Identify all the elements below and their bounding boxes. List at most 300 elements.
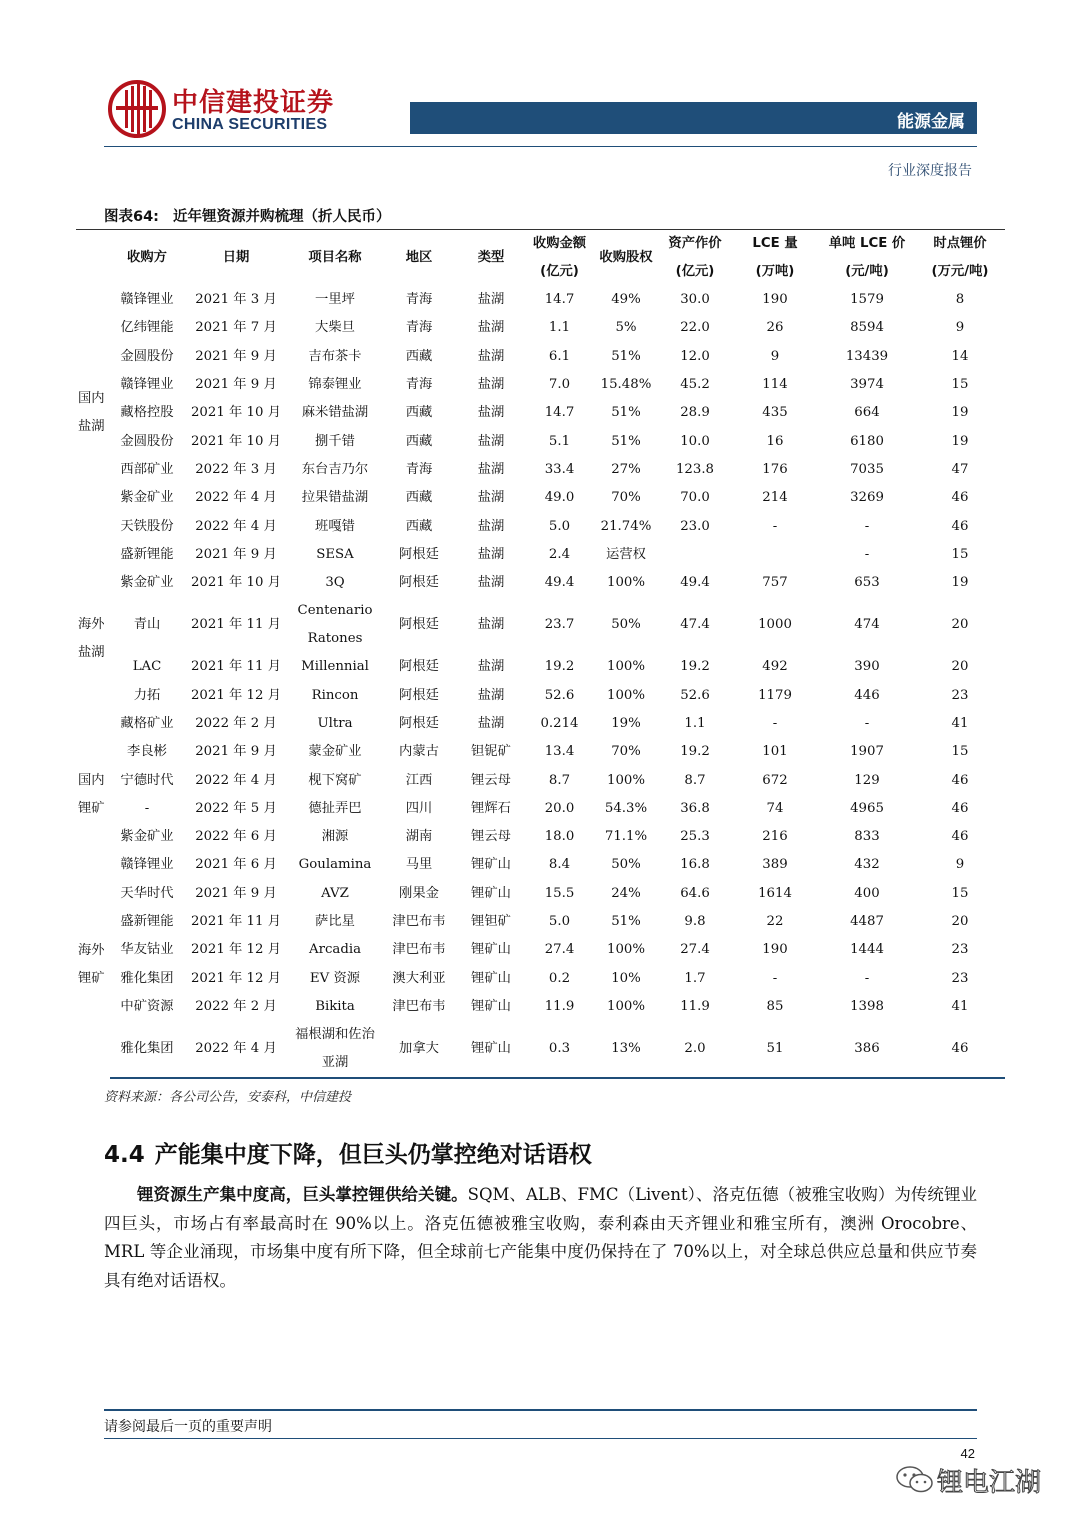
cell-region: 四川 — [405, 800, 433, 816]
group-overseas-ore-line2: 锂矿 — [78, 970, 105, 986]
cell-spot-price: 46 — [951, 772, 969, 788]
header-region: 地区 — [405, 250, 433, 265]
table-row — [76, 936, 1005, 964]
cell-project: 一里坪 — [315, 292, 355, 308]
cell-region: 阿根廷 — [399, 716, 439, 731]
cell-region: 阿根廷 — [399, 659, 439, 675]
header-spot-price — [915, 230, 1005, 287]
cell-spot-price: 20 — [951, 659, 969, 675]
table-row — [76, 908, 1005, 936]
table-row — [76, 795, 1005, 823]
cell-buyer: 藏格矿业 — [120, 716, 174, 731]
cell-date: 2021 年 12 月 — [190, 942, 282, 958]
header-amount-line2: (亿元) — [540, 264, 579, 279]
cell-project: 吉布茶卡 — [308, 348, 362, 364]
cell-date: 2022 年 5 月 — [195, 800, 277, 816]
cell-region: 青海 — [405, 320, 433, 336]
cell-region: 青海 — [405, 377, 433, 393]
cell-lce: 22 — [766, 914, 784, 930]
cell-unit-price: - — [864, 546, 870, 562]
cell-amount: 13.4 — [544, 744, 575, 760]
cell-amount: 0.2 — [548, 970, 571, 986]
cell-stake: 5% — [615, 320, 637, 336]
cell-region: 西藏 — [405, 348, 433, 364]
header-spot-line1: 时点锂价 — [933, 236, 987, 251]
cell-stake: 100% — [606, 998, 645, 1014]
cell-stake: 51% — [611, 405, 641, 421]
cell-lce: 492 — [762, 659, 788, 675]
cell-type: 盐湖 — [477, 716, 505, 731]
cell-date: 2021 年 9 月 — [195, 744, 277, 760]
cell-spot-price: 9 — [955, 857, 965, 873]
cell-buyer: 金圆股份 — [120, 348, 174, 364]
cell-asset-value: 47.4 — [680, 617, 710, 633]
cell-spot-price: 23 — [951, 687, 969, 703]
table-row — [76, 512, 1005, 540]
cell-type: 盐湖 — [477, 292, 505, 308]
cell-amount: 20.0 — [544, 800, 575, 816]
cell-lce: 9 — [770, 348, 780, 364]
cell-stake: 13% — [593, 1021, 659, 1078]
cell-unit-price: 7035 — [850, 461, 884, 477]
cell-date: 2022 年 2 月 — [195, 998, 277, 1014]
cell-region: 西藏 — [405, 405, 433, 421]
cell-project: Bikita — [315, 998, 355, 1014]
cell-lce: 1000 — [758, 617, 792, 633]
cell-amount: 19.2 — [544, 659, 575, 675]
cell-project: 班嘎错 — [315, 518, 355, 534]
cell-buyer: 赣锋锂业 — [120, 292, 174, 308]
cell-project-line2: 亚湖 — [321, 1055, 349, 1071]
cell-asset-value: 49.4 — [680, 575, 710, 591]
cell-buyer: 雅化集团 — [110, 1021, 184, 1078]
cell-asset-value: 11.9 — [680, 998, 710, 1014]
cell-lce: 190 — [762, 292, 788, 308]
table-row — [76, 682, 1005, 710]
cell-date: 2021 年 9 月 — [195, 377, 277, 393]
cell-asset-value: 22.0 — [680, 320, 710, 336]
cell-date: 2021 年 11 月 — [190, 659, 282, 675]
cell-lce: 757 — [762, 575, 788, 591]
header-type: 类型 — [477, 250, 505, 265]
cell-stake: 70% — [611, 744, 641, 760]
cell-buyer: 宁德时代 — [120, 772, 174, 788]
cell-date: 2021 年 10 月 — [190, 575, 282, 591]
group-overseas-ore — [76, 851, 110, 1078]
cell-asset-value: 25.3 — [680, 829, 710, 845]
page-number: 42 — [960, 1446, 975, 1461]
cell-amount: 5.0 — [548, 914, 571, 930]
cell-buyer: 雅化集团 — [120, 970, 174, 986]
cell-type: 盐湖 — [477, 348, 505, 364]
cell-stake: 运营权 — [606, 546, 646, 562]
group-domestic-brine-line1: 国内 — [78, 391, 105, 407]
company-logo — [108, 80, 338, 140]
cell-unit-price: 3974 — [850, 377, 884, 393]
header-project: 项目名称 — [308, 250, 362, 265]
cell-lce: 190 — [762, 942, 788, 958]
cell-spot-price: 9 — [955, 320, 965, 336]
cell-amount: 14.7 — [544, 405, 575, 421]
cell-unit-price: 446 — [854, 687, 880, 703]
group-overseas-brine-line1: 海外 — [78, 617, 105, 633]
footer-divider-thin — [104, 1438, 977, 1439]
cell-lce: 85 — [766, 998, 784, 1014]
cell-amount: 1.1 — [548, 320, 571, 336]
cell-buyer: - — [144, 800, 150, 816]
cell-spot-price: 15 — [951, 885, 969, 901]
header-group — [76, 230, 110, 287]
header-amount-line1: 收购金额 — [532, 236, 587, 251]
section-number: 4.4 — [104, 1142, 145, 1168]
footer-divider — [104, 1409, 977, 1411]
cell-buyer: 金圆股份 — [120, 433, 174, 449]
cell-type: 盐湖 — [477, 433, 505, 449]
cell-unit-price: 6180 — [850, 433, 884, 449]
cell-region: 西藏 — [405, 490, 433, 506]
cell-buyer: 华友钴业 — [120, 942, 174, 958]
cell-project: 湘源 — [321, 829, 349, 845]
table-header-row — [76, 230, 1005, 287]
cell-unit-price: 13439 — [845, 348, 889, 364]
cell-project: Ultra — [317, 716, 353, 731]
cell-buyer: 藏格控股 — [120, 405, 174, 421]
cell-lce: 101 — [762, 744, 788, 760]
cell-date: 2021 年 9 月 — [195, 885, 277, 901]
table-row — [76, 371, 1005, 399]
cell-amount: 14.7 — [544, 292, 575, 308]
cell-date: 2021 年 12 月 — [190, 970, 282, 986]
cell-region: 青海 — [405, 292, 433, 308]
cell-asset-value: 64.6 — [680, 885, 710, 901]
cell-lce: 176 — [762, 461, 788, 477]
cell-asset-value: 9.8 — [684, 914, 706, 930]
paragraph-lead: 锂资源生产集中度高，巨头掌控锂供给关键。 — [137, 1185, 468, 1204]
cell-buyer: 西部矿业 — [120, 461, 174, 477]
cell-unit-price: 129 — [854, 772, 880, 788]
cell-date: 2021 年 9 月 — [195, 348, 277, 364]
cell-stake: 51% — [611, 348, 641, 364]
group-domestic-brine-line2: 盐湖 — [78, 419, 105, 435]
cell-spot-price: 46 — [951, 490, 969, 506]
cell-spot-price: 41 — [951, 998, 969, 1014]
figure-label: 图表64: — [104, 209, 159, 225]
cell-unit-price: - — [864, 970, 870, 986]
cell-type: 盐湖 — [477, 320, 505, 336]
cell-unit-price: 653 — [854, 575, 880, 591]
cell-date: 2022 年 6 月 — [195, 829, 277, 845]
cell-spot-price: 20 — [951, 617, 969, 633]
cell-lce: 51 — [731, 1021, 819, 1078]
cell-region: 湖南 — [405, 829, 433, 845]
body-paragraph — [104, 1181, 977, 1296]
cell-unit-price: 3269 — [850, 490, 884, 506]
cell-unit-price: 386 — [819, 1021, 915, 1078]
cell-region: 加拿大 — [382, 1021, 456, 1078]
cell-project: 拉果错盐湖 — [301, 490, 369, 506]
table-row — [76, 427, 1005, 455]
cell-asset-value: 27.4 — [680, 942, 710, 958]
cell-lce: 16 — [766, 433, 784, 449]
cell-stake: 50% — [611, 857, 641, 873]
cell-stake: 10% — [611, 970, 641, 986]
cell-spot-price: 15 — [951, 377, 969, 393]
cell-buyer: 赣锋锂业 — [120, 857, 174, 873]
cell-unit-price: 474 — [854, 617, 880, 633]
cell-type: 锂矿山 — [456, 1021, 526, 1078]
cell-date: 2022 年 4 月 — [195, 772, 277, 788]
group-domestic-ore-line1: 国内 — [78, 772, 105, 788]
header-stake: 收购股权 — [599, 250, 653, 265]
cell-asset-value: 28.9 — [680, 405, 710, 421]
header-divider — [104, 146, 977, 147]
header-unit-line1: 单吨 LCE 价 — [828, 236, 906, 251]
cell-asset-value: 52.6 — [680, 687, 710, 703]
cell-type: 盐湖 — [477, 518, 505, 534]
cell-asset-value: 12.0 — [680, 348, 710, 364]
cell-lce: 672 — [762, 772, 788, 788]
cell-stake: 100% — [606, 575, 645, 591]
cell-lce: 1614 — [758, 885, 792, 901]
header-lce-line2: (万吨) — [755, 264, 795, 279]
cell-spot-price: 15 — [951, 744, 969, 760]
cell-region: 内蒙古 — [399, 744, 439, 760]
group-domestic-ore — [76, 738, 110, 851]
cell-stake: 100% — [606, 942, 645, 958]
header-spot-line2: (万元/吨) — [931, 264, 989, 279]
cell-type: 盐湖 — [477, 405, 505, 421]
cell-unit-price: 833 — [854, 829, 880, 845]
header-unit-price — [819, 230, 915, 287]
header-date: 日期 — [222, 250, 250, 265]
cell-spot-price: 23 — [951, 970, 969, 986]
header-buyer: 收购方 — [127, 250, 167, 265]
cell-unit-price: 8594 — [850, 320, 884, 336]
cell-type: 锂辉石 — [471, 800, 511, 816]
cell-date: 2022 年 4 月 — [195, 490, 277, 506]
table-row — [76, 286, 1005, 314]
cell-spot-price: 46 — [915, 1021, 1005, 1078]
cell-project: 捌千错 — [315, 433, 355, 449]
cell-buyer: 天华时代 — [120, 885, 174, 901]
table-row — [76, 653, 1005, 681]
table-row — [76, 710, 1005, 738]
header-lce — [731, 230, 819, 287]
cell-project — [288, 597, 382, 653]
cell-date: 2022 年 4 月 — [195, 518, 277, 534]
table-row — [76, 597, 1005, 653]
table-row — [76, 569, 1005, 597]
cell-buyer: 天铁股份 — [120, 518, 174, 534]
cell-lce: 389 — [762, 857, 788, 873]
cell-type: 盐湖 — [477, 461, 505, 477]
cell-type: 锂矿山 — [471, 885, 511, 901]
cell-project: Arcadia — [308, 942, 362, 958]
cell-unit-price: 390 — [854, 659, 880, 675]
cell-project-line2: Ratones — [307, 631, 363, 647]
header-asset-line1: 资产作价 — [668, 236, 722, 251]
cell-spot-price: 19 — [951, 575, 969, 591]
source-note: 资料来源：各公司公告，安泰科，中信建投 — [104, 1090, 352, 1105]
table-row — [76, 766, 1005, 794]
table-body — [76, 286, 1005, 1078]
cell-stake: 49% — [611, 292, 641, 308]
cell-asset-value: 30.0 — [680, 292, 710, 308]
cell-lce: - — [772, 518, 778, 534]
figure-title — [104, 205, 390, 226]
cell-amount: 15.5 — [544, 885, 575, 901]
cell-lce: 26 — [766, 320, 784, 336]
cell-amount: 33.4 — [544, 461, 575, 477]
cell-asset-value: 123.8 — [675, 461, 715, 477]
cell-unit-price: 1579 — [850, 292, 884, 308]
cell-date: 2021 年 9 月 — [195, 546, 277, 562]
cell-stake: 100% — [606, 772, 645, 788]
cell-type: 盐湖 — [477, 659, 505, 675]
watermark-text: 锂电江湖 — [937, 1468, 1042, 1498]
figure-caption: 近年锂资源并购梳理（折人民币） — [172, 209, 391, 225]
group-domestic-brine — [76, 286, 110, 541]
cell-asset-value: 19.2 — [680, 659, 710, 675]
cell-amount: 5.0 — [548, 518, 571, 534]
cell-buyer: 盛新锂能 — [120, 546, 174, 562]
cell-date: 2021 年 10 月 — [190, 405, 282, 421]
header-asset — [659, 230, 731, 287]
cell-type: 盐湖 — [477, 546, 505, 562]
cell-spot-price: 23 — [951, 942, 969, 958]
cell-asset-value — [659, 541, 731, 569]
cell-asset-value: 2.0 — [659, 1021, 731, 1078]
cell-amount: 0.214 — [540, 716, 579, 731]
cell-stake: 54.3% — [604, 800, 648, 816]
cell-buyer: 李良彬 — [127, 744, 167, 760]
cell-asset-value: 10.0 — [680, 433, 710, 449]
cell-lce: 74 — [766, 800, 784, 816]
cell-asset-value: 36.8 — [680, 800, 710, 816]
cell-buyer: 盛新锂能 — [120, 914, 174, 930]
cell-region: 西藏 — [405, 433, 433, 449]
cell-unit-price: 4487 — [850, 914, 884, 930]
cell-stake: 51% — [611, 433, 641, 449]
cell-project: Goulamina — [298, 857, 372, 873]
cell-amount: 8.4 — [548, 857, 571, 873]
cell-asset-value: 45.2 — [680, 377, 710, 393]
cell-project-line1: Centenario — [297, 603, 373, 619]
cell-asset-value: 1.1 — [684, 716, 706, 731]
cell-type: 盐湖 — [477, 687, 505, 703]
cell-date: 2021 年 7 月 — [195, 320, 277, 336]
cell-type: 盐湖 — [477, 617, 505, 633]
cell-type: 锂钽矿 — [471, 914, 511, 930]
cell-stake: 71.1% — [604, 829, 648, 845]
cell-lce: 1179 — [758, 687, 792, 703]
cell-region: 江西 — [405, 772, 433, 788]
cell-buyer: 力拓 — [133, 687, 161, 703]
cell-region: 津巴布韦 — [392, 998, 446, 1014]
cell-date: 2021 年 12 月 — [190, 687, 282, 703]
cell-region: 澳大利亚 — [392, 970, 446, 986]
cell-buyer: 紫金矿业 — [120, 575, 174, 591]
cell-project: Millennial — [301, 659, 369, 675]
cell-type: 锂矿山 — [471, 857, 511, 873]
disclaimer-note: 请参阅最后一页的重要声明 — [104, 1419, 272, 1435]
cell-asset-value: 23.0 — [680, 518, 710, 534]
cell-project: 东台吉乃尔 — [301, 461, 369, 477]
cell-stake: 27% — [611, 461, 641, 477]
header-unit-line2: (元/吨) — [845, 264, 889, 279]
logo-english-name: CHINA SECURITIES — [172, 116, 328, 133]
cell-project: 锦泰锂业 — [308, 377, 362, 393]
cell-date: 2021 年 6 月 — [195, 857, 277, 873]
cell-spot-price: 47 — [951, 461, 969, 477]
cell-asset-value: 16.8 — [680, 857, 710, 873]
cell-project-line1: 福根湖和佐治 — [295, 1027, 375, 1043]
cell-asset-value: 8.7 — [684, 772, 706, 788]
cell-stake: 70% — [611, 490, 641, 506]
table-row — [76, 314, 1005, 342]
cell-unit-price: 4965 — [850, 800, 884, 816]
table-row — [76, 880, 1005, 908]
cell-stake: 100% — [606, 659, 645, 675]
cell-spot-price: 19 — [951, 433, 969, 449]
table-row — [76, 851, 1005, 879]
cell-asset-value: 70.0 — [680, 490, 710, 506]
table-row — [76, 456, 1005, 484]
cell-type: 钽铌矿 — [471, 744, 511, 760]
cell-type: 锂矿山 — [471, 998, 511, 1014]
cell-amount: 0.3 — [526, 1021, 593, 1078]
group-overseas-brine-line2: 盐湖 — [78, 645, 105, 661]
cell-asset-value: 1.7 — [684, 970, 706, 986]
cell-stake: 50% — [611, 617, 641, 633]
cell-region: 津巴布韦 — [392, 942, 446, 958]
cell-lce: - — [772, 970, 778, 986]
header-amount — [526, 230, 593, 287]
cell-amount: 23.7 — [544, 617, 575, 633]
cell-spot-price: 20 — [951, 914, 969, 930]
cell-buyer: 青山 — [133, 617, 161, 633]
cell-date: 2021 年 10 月 — [190, 433, 282, 449]
cell-stake: 24% — [611, 885, 641, 901]
cell-project: 德扯弄巴 — [308, 800, 362, 816]
cell-type: 盐湖 — [477, 575, 505, 591]
group-overseas-ore-line1: 海外 — [78, 942, 105, 958]
cell-type: 锂云母 — [471, 829, 511, 845]
cell-project: 蒙金矿业 — [308, 744, 362, 760]
section-heading — [104, 1136, 592, 1169]
cell-region: 刚果金 — [399, 885, 439, 901]
cell-spot-price: 8 — [955, 292, 965, 308]
cell-spot-price: 46 — [951, 829, 969, 845]
cell-spot-price: 46 — [951, 518, 969, 534]
logo-chinese-name: 中信建投证券 — [172, 88, 335, 118]
cell-project: AVZ — [321, 885, 349, 901]
cell-type: 锂矿山 — [471, 970, 511, 986]
cell-amount: 27.4 — [544, 942, 575, 958]
cell-unit-price: 1444 — [850, 942, 884, 958]
cell-region: 阿根廷 — [399, 575, 439, 591]
table-row — [76, 484, 1005, 512]
cell-date: 2022 年 2 月 — [195, 716, 277, 731]
group-overseas-brine — [76, 541, 110, 738]
cell-amount: 49.0 — [544, 490, 575, 506]
cell-region: 青海 — [405, 461, 433, 477]
sector-label: 能源金属 — [897, 112, 965, 132]
cell-project: 3Q — [325, 575, 345, 591]
cell-amount: 7.0 — [548, 377, 571, 393]
cell-spot-price: 15 — [951, 546, 969, 562]
paragraph-body: SQM、ALB、FMC（Livent）、洛克伍德（被雅宝收购）为传统锂业四巨头，市场占有率最高时在 90%以上。洛克伍德被雅宝收购，泰利森由天齐锂业和雅宝所有，澳洲 Orocobre、MRL 等企业涌现，市场集中度有所下降，但全球前七产能集中度仍保持在了 70%以上，对全球总供应总量和供应节奏具有绝对话语权。 — [104, 1185, 977, 1291]
